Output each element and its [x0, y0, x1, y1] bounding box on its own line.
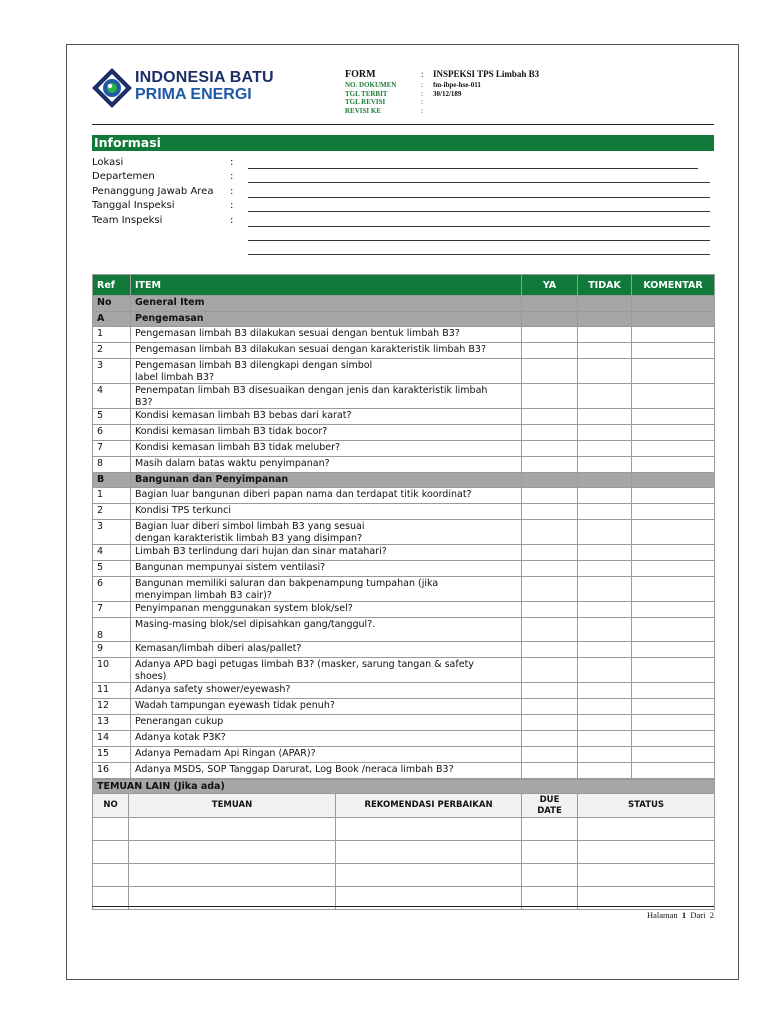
ya-checkbox-cell[interactable] [522, 683, 578, 699]
lokasi-input-line[interactable] [248, 168, 698, 169]
checklist-row [93, 488, 715, 504]
tidak-checkbox-cell[interactable] [578, 312, 632, 327]
form-header-key: TGL TERBIT [345, 89, 388, 98]
row-item-text-cont: dengan karakteristik limbah B3 yang disimpan? [135, 532, 363, 544]
komentar-checkbox-cell[interactable] [632, 312, 715, 327]
company-logo [91, 67, 291, 111]
findings-col-no: NO [93, 794, 129, 818]
findings-due-date-cell[interactable] [522, 841, 578, 864]
findings-title-row [93, 780, 715, 794]
row-ref: 4 [93, 384, 131, 409]
komentar-checkbox-cell[interactable] [632, 504, 715, 520]
brand-line2: PRIMA ENERGI [135, 86, 252, 103]
row-item [131, 642, 522, 658]
ya-checkbox-cell[interactable] [522, 658, 578, 683]
form-header-row: FORM : INSPEKSI TPS Limbah B3 [345, 69, 540, 80]
tidak-checkbox-cell[interactable] [578, 441, 632, 457]
row-item [131, 327, 522, 343]
general-item-row [93, 296, 715, 312]
komentar-checkbox-cell[interactable] [632, 545, 715, 561]
row-item [131, 658, 522, 683]
row-item-text: Limbah B3 terlindung dari hujan dan sinar matahari? [135, 546, 387, 557]
checklist-row [93, 561, 715, 577]
komentar-checkbox-cell[interactable] [632, 699, 715, 715]
checklist-row [93, 520, 715, 545]
section-header-row [93, 312, 715, 327]
row-item [131, 763, 522, 779]
komentar-checkbox-cell[interactable] [632, 473, 715, 488]
logo-diamond-icon [91, 67, 133, 109]
komentar-checkbox-cell[interactable] [632, 577, 715, 602]
ya-checkbox-cell[interactable] [522, 747, 578, 763]
tidak-checkbox-cell[interactable] [578, 457, 632, 473]
form-header-row: NO. DOKUMEN : fm-ibpe-hse-011 [345, 81, 481, 89]
komentar-checkbox-cell[interactable] [632, 715, 715, 731]
info-field-row: Departemen : [92, 171, 714, 185]
findings-temuan-cell[interactable] [129, 864, 336, 887]
info-field-row: Lokasi : [92, 157, 714, 171]
findings-no-cell[interactable] [93, 864, 129, 887]
checklist-row [93, 577, 715, 602]
row-ref: 4 [93, 545, 131, 561]
section-header-row [93, 473, 715, 488]
tidak-checkbox-cell[interactable] [578, 327, 632, 343]
komentar-checkbox-cell[interactable] [632, 409, 715, 425]
row-ref: 2 [93, 343, 131, 359]
row-item-text: Kondisi TPS terkunci [135, 505, 232, 516]
info-field-row: Team Inspeksi : [92, 215, 714, 229]
checklist-row [93, 359, 715, 384]
info-field-row: Tanggal Inspeksi : [92, 200, 714, 214]
col-header-tidak: TIDAK [578, 275, 632, 296]
row-item-text: Pengemasan limbah B3 dilakukan sesuai dengan bentuk limbah B3? [135, 328, 460, 339]
team-inspeksi-input-line-3[interactable] [248, 254, 710, 255]
komentar-checkbox-cell[interactable] [632, 731, 715, 747]
form-header-value: INSPEKSI TPS Limbah B3 [433, 69, 540, 79]
row-ref: 1 [93, 488, 131, 504]
team-inspeksi-input-line[interactable] [248, 226, 710, 227]
info-field-row [92, 243, 714, 257]
row-item: General Item [131, 296, 522, 312]
tidak-checkbox-cell[interactable] [578, 683, 632, 699]
row-item-text: Bangunan mempunyai sistem ventilasi? [135, 562, 326, 573]
findings-col-due-date: DUE DATE [522, 794, 578, 818]
form-header-key: FORM [345, 69, 376, 80]
row-ref: 13 [93, 715, 131, 731]
komentar-checkbox-cell[interactable] [632, 642, 715, 658]
ya-checkbox-cell[interactable] [522, 296, 578, 312]
row-item [131, 715, 522, 731]
row-item [131, 618, 522, 642]
row-item-text: Adanya safety shower/eyewash? [135, 684, 291, 695]
row-item-text: Adanya MSDS, SOP Tanggap Darurat, Log Book /neraca limbah B3? [135, 764, 454, 775]
tanggal-inspeksi-input-line[interactable] [248, 211, 710, 212]
row-ref: No [93, 296, 131, 312]
checklist-row [93, 747, 715, 763]
findings-col-temuan: TEMUAN [129, 794, 336, 818]
row-item-text-cont: shoes) [135, 670, 167, 682]
tidak-checkbox-cell[interactable] [578, 520, 632, 545]
findings-status-cell[interactable] [578, 841, 715, 864]
ya-checkbox-cell[interactable] [522, 504, 578, 520]
row-ref: 1 [93, 327, 131, 343]
checklist-row [93, 343, 715, 359]
form-header-key: NO. DOKUMEN [345, 81, 397, 89]
col-header-ref: Ref [93, 275, 131, 296]
row-item [131, 683, 522, 699]
findings-due-date-cell[interactable] [522, 818, 578, 841]
info-field-row: Penanggung Jawab Area : [92, 186, 714, 200]
row-item-text: Masing-masing blok/sel dipisahkan gang/tanggul?. [135, 619, 376, 630]
komentar-checkbox-cell[interactable] [632, 683, 715, 699]
findings-col-rekomendasi: REKOMENDASI PERBAIKAN [336, 794, 522, 818]
row-ref: 8 [93, 457, 131, 473]
ya-checkbox-cell[interactable] [522, 384, 578, 409]
row-item-text: Masih dalam batas waktu penyimpanan? [135, 458, 330, 469]
tidak-checkbox-cell[interactable] [578, 602, 632, 618]
ya-checkbox-cell[interactable] [522, 642, 578, 658]
row-item [131, 577, 522, 602]
info-field-label: Penanggung Jawab Area [92, 185, 214, 197]
row-item [131, 441, 522, 457]
form-header-key: REVISI KE [345, 106, 381, 115]
info-field-label: Tanggal Inspeksi [92, 200, 175, 212]
tidak-checkbox-cell[interactable] [578, 561, 632, 577]
findings-col-status: STATUS [578, 794, 715, 818]
checklist-row [93, 409, 715, 425]
findings-rekomendasi-cell[interactable] [336, 841, 522, 864]
tidak-checkbox-cell[interactable] [578, 699, 632, 715]
info-field-label: Lokasi [92, 157, 124, 168]
row-item [131, 425, 522, 441]
komentar-checkbox-cell[interactable] [632, 359, 715, 384]
row-ref: 3 [93, 520, 131, 545]
row-ref: 5 [93, 409, 131, 425]
komentar-checkbox-cell[interactable] [632, 561, 715, 577]
tidak-checkbox-cell[interactable] [578, 488, 632, 504]
ya-checkbox-cell[interactable] [522, 488, 578, 504]
row-item-text-cont: B3? [135, 396, 153, 408]
checklist-row [93, 699, 715, 715]
findings-rekomendasi-cell[interactable] [336, 818, 522, 841]
ya-checkbox-cell[interactable] [522, 715, 578, 731]
tidak-checkbox-cell[interactable] [578, 343, 632, 359]
findings-table [92, 779, 715, 910]
row-item [131, 602, 522, 618]
row-item-text: Kondisi kemasan limbah B3 tidak bocor? [135, 426, 328, 437]
col-header-ya: YA [522, 275, 578, 296]
form-header-key: TGL REVISI [345, 98, 386, 106]
row-item-text: Adanya kotak P3K? [135, 732, 226, 743]
row-ref: 11 [93, 683, 131, 699]
ya-checkbox-cell[interactable] [522, 731, 578, 747]
row-item [131, 520, 522, 545]
checklist-row [93, 602, 715, 618]
document-page [66, 44, 739, 980]
page-number: Halaman 1 Dari 2 [646, 910, 714, 920]
checklist-row [93, 327, 715, 343]
komentar-checkbox-cell[interactable] [632, 441, 715, 457]
row-item-text: Wadah tampungan eyewash tidak penuh? [135, 700, 335, 711]
findings-temuan-cell[interactable] [129, 818, 336, 841]
checklist-row [93, 545, 715, 561]
row-ref: 3 [93, 359, 131, 384]
ya-checkbox-cell[interactable] [522, 409, 578, 425]
findings-row [93, 818, 715, 841]
ya-checkbox-cell[interactable] [522, 359, 578, 384]
tidak-checkbox-cell[interactable] [578, 715, 632, 731]
form-header-row: TGL REVISI : [345, 98, 423, 106]
komentar-checkbox-cell[interactable] [632, 425, 715, 441]
ya-checkbox-cell[interactable] [522, 312, 578, 327]
findings-row [93, 864, 715, 887]
row-ref: 5 [93, 561, 131, 577]
tidak-checkbox-cell[interactable] [578, 642, 632, 658]
row-item-text: Penempatan limbah B3 disesuaikan dengan jenis dan karakteristik limbah [135, 385, 488, 396]
row-item-text: Kemasan/limbah diberi alas/pallet? [135, 643, 302, 654]
tidak-checkbox-cell[interactable] [578, 731, 632, 747]
tidak-checkbox-cell[interactable] [578, 384, 632, 409]
checklist-row [93, 425, 715, 441]
findings-title: TEMUAN LAIN (Jika ada) [93, 780, 715, 794]
row-ref: 8 [93, 618, 131, 642]
findings-no-cell[interactable] [93, 818, 129, 841]
tidak-checkbox-cell[interactable] [578, 296, 632, 312]
komentar-checkbox-cell[interactable] [632, 763, 715, 779]
findings-due-date-cell[interactable] [522, 864, 578, 887]
tidak-checkbox-cell[interactable] [578, 473, 632, 488]
form-header-value: fm-ibpe-hse-011 [433, 81, 481, 89]
row-item [131, 561, 522, 577]
row-ref: 6 [93, 577, 131, 602]
komentar-checkbox-cell[interactable] [632, 488, 715, 504]
row-item-text: Pengemasan limbah B3 dilengkapi dengan simbol [135, 360, 373, 371]
row-item [131, 699, 522, 715]
row-ref: 15 [93, 747, 131, 763]
findings-row [93, 841, 715, 864]
ya-checkbox-cell[interactable] [522, 441, 578, 457]
checklist-row [93, 658, 715, 683]
row-ref: 9 [93, 642, 131, 658]
komentar-checkbox-cell[interactable] [632, 327, 715, 343]
info-fields [92, 157, 714, 258]
row-ref: 10 [93, 658, 131, 683]
checklist-row [93, 441, 715, 457]
checklist-row [93, 457, 715, 473]
section-title: Pengemasan [131, 312, 522, 327]
departemen-input-line[interactable] [248, 182, 710, 183]
table-header-row [93, 275, 715, 296]
form-header-row: REVISI KE : [345, 106, 423, 115]
checklist-row [93, 384, 715, 409]
section-title: Bangunan dan Penyimpanan [131, 473, 522, 488]
komentar-checkbox-cell[interactable] [632, 296, 715, 312]
checklist-row [93, 731, 715, 747]
ya-checkbox-cell[interactable] [522, 545, 578, 561]
ya-checkbox-cell[interactable] [522, 577, 578, 602]
checklist-row [93, 618, 715, 642]
checklist-row [93, 715, 715, 731]
tidak-checkbox-cell[interactable] [578, 545, 632, 561]
tidak-checkbox-cell[interactable] [578, 577, 632, 602]
section-ref: B [93, 473, 131, 488]
komentar-checkbox-cell[interactable] [632, 457, 715, 473]
tidak-checkbox-cell[interactable] [578, 359, 632, 384]
form-header-row: TGL TERBIT : 30/12/189 [345, 89, 462, 98]
komentar-checkbox-cell[interactable] [632, 658, 715, 683]
tidak-checkbox-cell[interactable] [578, 409, 632, 425]
ya-checkbox-cell[interactable] [522, 602, 578, 618]
row-item-text: Adanya Pemadam Api Ringan (APAR)? [135, 748, 316, 759]
row-ref: 7 [93, 441, 131, 457]
row-item [131, 457, 522, 473]
row-item [131, 731, 522, 747]
findings-header-row [93, 794, 715, 818]
ya-checkbox-cell[interactable] [522, 457, 578, 473]
ya-checkbox-cell[interactable] [522, 699, 578, 715]
form-header-value: 30/12/189 [433, 89, 462, 98]
row-item [131, 343, 522, 359]
findings-rekomendasi-cell[interactable] [336, 864, 522, 887]
ya-checkbox-cell[interactable] [522, 520, 578, 545]
ya-checkbox-cell[interactable] [522, 327, 578, 343]
tidak-checkbox-cell[interactable] [578, 763, 632, 779]
brand-line1: INDONESIA BATU [135, 69, 274, 86]
page-footer [92, 906, 714, 920]
row-item-text: Penerangan cukup [135, 716, 224, 727]
row-item [131, 359, 522, 384]
komentar-checkbox-cell[interactable] [632, 384, 715, 409]
row-item-text: Kondisi kemasan limbah B3 bebas dari karat? [135, 410, 352, 421]
info-section-title: Informasi [92, 135, 714, 151]
row-item-text: Penyimpanan menggunakan system blok/sel? [135, 603, 353, 614]
tidak-checkbox-cell[interactable] [578, 618, 632, 642]
findings-status-cell[interactable] [578, 818, 715, 841]
row-item [131, 384, 522, 409]
form-header [345, 69, 585, 115]
penanggung-jawab-input-line[interactable] [248, 197, 710, 198]
ya-checkbox-cell[interactable] [522, 425, 578, 441]
komentar-checkbox-cell[interactable] [632, 618, 715, 642]
checklist-row [93, 683, 715, 699]
ya-checkbox-cell[interactable] [522, 473, 578, 488]
row-item [131, 545, 522, 561]
komentar-checkbox-cell[interactable] [632, 602, 715, 618]
findings-no-cell[interactable] [93, 841, 129, 864]
ya-checkbox-cell[interactable] [522, 763, 578, 779]
row-item [131, 747, 522, 763]
ya-checkbox-cell[interactable] [522, 618, 578, 642]
checklist-row [93, 504, 715, 520]
row-ref: 2 [93, 504, 131, 520]
section-ref: A [93, 312, 131, 327]
checklist-row [93, 763, 715, 779]
tidak-checkbox-cell[interactable] [578, 658, 632, 683]
info-field-label: Departemen [92, 171, 155, 183]
checklist-row [93, 642, 715, 658]
row-item-text: Bagian luar diberi simbol limbah B3 yang sesuai [135, 521, 365, 532]
team-inspeksi-input-line-2[interactable] [248, 240, 710, 241]
findings-temuan-cell[interactable] [129, 841, 336, 864]
row-ref: 7 [93, 602, 131, 618]
ya-checkbox-cell[interactable] [522, 561, 578, 577]
tidak-checkbox-cell[interactable] [578, 747, 632, 763]
row-ref: 12 [93, 699, 131, 715]
row-item [131, 488, 522, 504]
row-item-text: Pengemasan limbah B3 dilakukan sesuai dengan karakteristik limbah B3? [135, 344, 486, 355]
row-item-text: Adanya APD bagi petugas limbah B3? (masker, sarung tangan & safety [135, 659, 474, 670]
header-divider [92, 124, 714, 125]
komentar-checkbox-cell[interactable] [632, 747, 715, 763]
komentar-checkbox-cell[interactable] [632, 520, 715, 545]
row-ref: 16 [93, 763, 131, 779]
row-item-text: Bangunan memiliki saluran dan bakpenampung tumpahan (jika [135, 578, 439, 589]
row-item-text: Bagian luar bangunan diberi papan nama dan terdapat titik koordinat? [135, 489, 472, 500]
row-ref: 6 [93, 425, 131, 441]
tidak-checkbox-cell[interactable] [578, 504, 632, 520]
tidak-checkbox-cell[interactable] [578, 425, 632, 441]
row-item-text-cont: label limbah B3? [135, 371, 215, 383]
row-item-text-cont: menyimpan limbah B3 cair)? [135, 589, 272, 601]
row-item-text: Kondisi kemasan limbah B3 tidak meluber? [135, 442, 341, 453]
ya-checkbox-cell[interactable] [522, 343, 578, 359]
row-ref: 14 [93, 731, 131, 747]
komentar-checkbox-cell[interactable] [632, 343, 715, 359]
row-item [131, 504, 522, 520]
info-field-label: Team Inspeksi [92, 214, 163, 226]
col-header-item: ITEM [131, 275, 522, 296]
checklist-table [92, 274, 715, 779]
info-field-row [92, 229, 714, 243]
col-header-komentar: KOMENTAR [632, 275, 715, 296]
row-item [131, 409, 522, 425]
findings-status-cell[interactable] [578, 864, 715, 887]
